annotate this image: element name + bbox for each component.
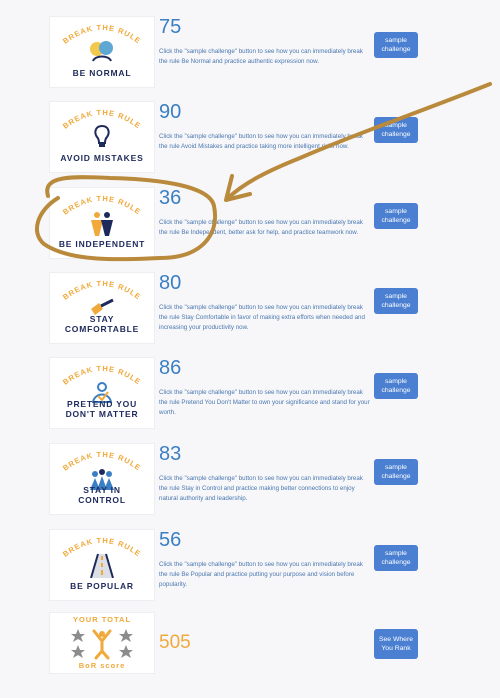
rule-title-line: AVOID MISTAKES bbox=[60, 153, 144, 163]
rule-title-line: CONTROL bbox=[78, 495, 126, 505]
svg-text:BREAK THE RULE: BREAK THE RULE bbox=[61, 22, 143, 46]
rule-description: Click the "sample challenge" button to see how you can immediately break the rule Be Independent, better ask for help, and practice teamwork now. bbox=[159, 219, 363, 236]
rule-title-line: DON'T MATTER bbox=[65, 409, 139, 419]
rule-description: Click the "sample challenge" button to see how you can immediately break the rule Be Normal and practice authentic expression now. bbox=[159, 48, 363, 65]
rule-score: 36 bbox=[159, 187, 182, 209]
rule-score: 56 bbox=[159, 529, 182, 551]
sample-challenge-button[interactable]: sample challenge bbox=[374, 288, 418, 314]
road-icon bbox=[87, 552, 117, 578]
rule-title-line: BE INDEPENDENT bbox=[58, 239, 146, 249]
total-score-logo bbox=[49, 612, 155, 674]
see-where-you-rank-button[interactable]: See Where You Rank bbox=[374, 629, 418, 659]
sample-challenge-button[interactable]: sample challenge bbox=[374, 203, 418, 229]
rule-row bbox=[0, 101, 500, 187]
rule-score: 83 bbox=[159, 443, 182, 465]
rule-score: 80 bbox=[159, 272, 182, 294]
rule-logo bbox=[49, 101, 155, 173]
rule-row bbox=[0, 357, 500, 443]
rule-row bbox=[0, 529, 500, 615]
sample-challenge-button[interactable]: sample challenge bbox=[374, 459, 418, 485]
rule-logo bbox=[49, 16, 155, 88]
rule-score: 75 bbox=[159, 16, 182, 38]
lightbulb-icon bbox=[87, 124, 117, 150]
rule-row bbox=[0, 443, 500, 529]
total-top-line: YOUR TOTAL bbox=[72, 615, 132, 624]
total-bottom-line: BoR score bbox=[78, 661, 126, 670]
rule-row bbox=[0, 272, 500, 358]
svg-text:BREAK THE RULE: BREAK THE RULE bbox=[61, 107, 143, 131]
svg-text:BREAK THE RULE: BREAK THE RULE bbox=[61, 278, 143, 302]
rule-description: Click the "sample challenge" button to see how you can immediately break the rule Avoid Mistakes and practice taking more intelligent risks now. bbox=[159, 133, 363, 150]
rule-logo bbox=[49, 187, 155, 259]
speech-bubbles-icon bbox=[87, 39, 117, 65]
rule-title-line: BE POPULAR bbox=[70, 581, 134, 591]
rule-logo bbox=[49, 443, 155, 515]
rule-row bbox=[0, 16, 500, 102]
sample-challenge-button[interactable]: sample challenge bbox=[374, 117, 418, 143]
rule-title-line: STAY bbox=[89, 314, 115, 324]
sample-challenge-button[interactable]: sample challenge bbox=[374, 373, 418, 399]
rule-title-line: STAY IN bbox=[83, 485, 121, 495]
svg-text:BREAK THE RULE: BREAK THE RULE bbox=[61, 449, 143, 473]
svg-text:BREAK THE RULE: BREAK THE RULE bbox=[61, 363, 143, 387]
rule-title-line: COMFORTABLE bbox=[64, 324, 140, 334]
rule-description: Click the "sample challenge" button to see how you can immediately break the rule Be Popular and practice putting your purpose and vision before popularity. bbox=[159, 561, 363, 588]
rule-title-line: PRETEND YOU bbox=[66, 399, 138, 409]
rule-score: 86 bbox=[159, 357, 182, 379]
rule-logo bbox=[49, 272, 155, 344]
sample-challenge-button[interactable]: sample challenge bbox=[374, 32, 418, 58]
rule-logo bbox=[49, 357, 155, 429]
sample-challenge-button[interactable]: sample challenge bbox=[374, 545, 418, 571]
rule-description: Click the "sample challenge" button to see how you can immediately break the rule Pretend You Don't Matter to own your significance and stand for your worth. bbox=[159, 389, 370, 416]
rule-title-line: BE NORMAL bbox=[72, 68, 132, 78]
svg-text:BREAK THE RULE: BREAK THE RULE bbox=[61, 535, 143, 559]
svg-text:BREAK THE RULE: BREAK THE RULE bbox=[61, 193, 143, 217]
rule-logo bbox=[49, 529, 155, 601]
total-score: 505 bbox=[159, 632, 191, 653]
rule-score: 90 bbox=[159, 101, 182, 123]
rule-row bbox=[0, 187, 500, 273]
star-person-icon bbox=[50, 625, 154, 661]
two-people-icon bbox=[87, 210, 117, 236]
rule-description: Click the "sample challenge" button to see how you can immediately break the rule Stay Comfortable in favor of making extra efforts when needed and increasing your productivity now. bbox=[159, 304, 365, 331]
total-row bbox=[0, 612, 500, 698]
rule-description: Click the "sample challenge" button to see how you can immediately break the rule Stay in Control and practice making better connections to enjoy natural authority and leadership. bbox=[159, 475, 363, 502]
